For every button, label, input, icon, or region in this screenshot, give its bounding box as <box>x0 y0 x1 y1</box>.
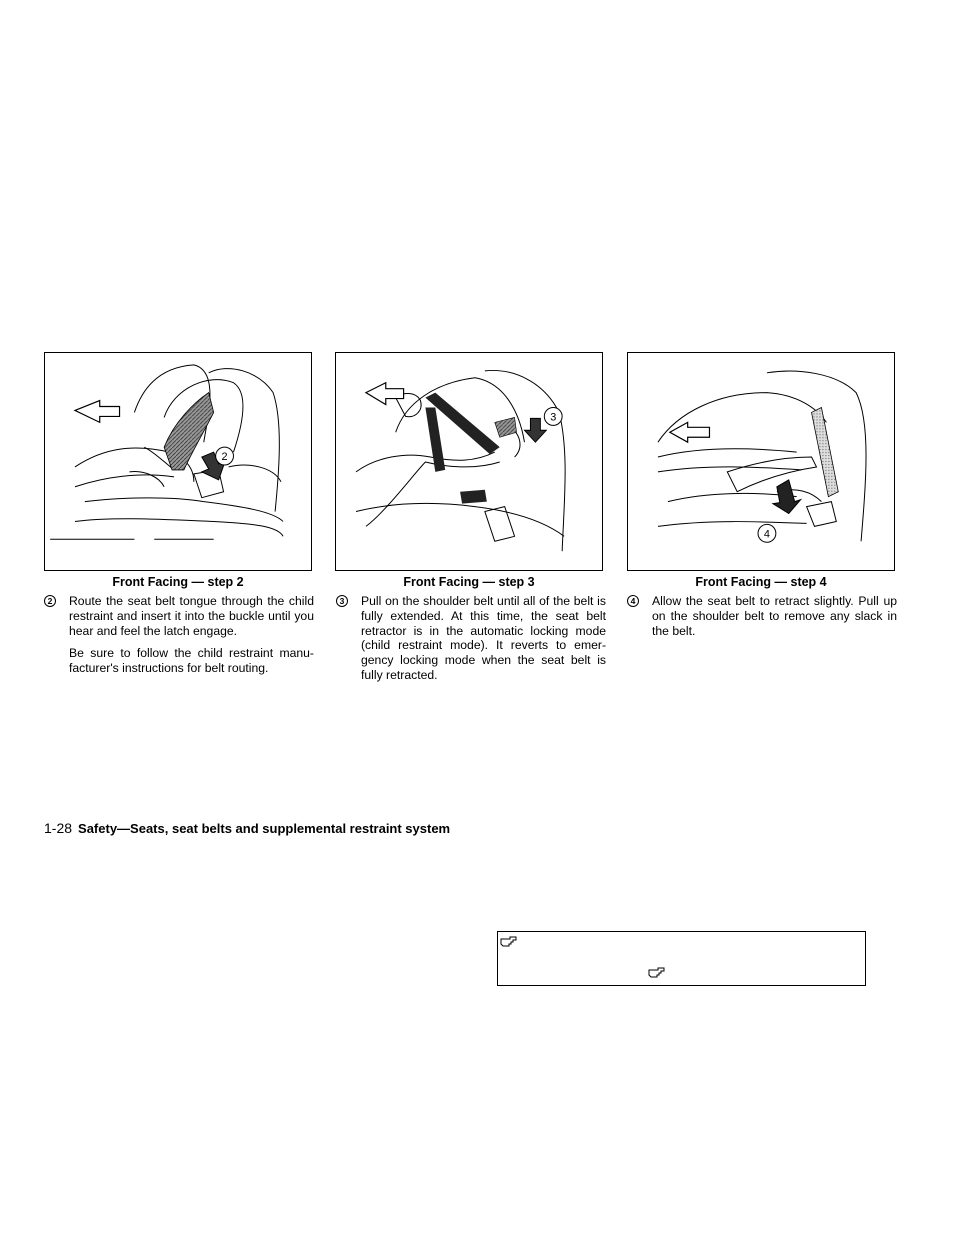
step-2-note: Be sure to follow the child restraint manu-facturer's instructions for belt routing. <box>69 646 314 676</box>
pointing-hand-icon <box>648 966 666 978</box>
svg-text:2: 2 <box>221 451 228 464</box>
section-title: Safety—Seats, seat belts and supplemental restraint system <box>78 821 451 836</box>
step-number-badge: 4 <box>627 595 639 607</box>
page-number: 1-28 <box>44 820 73 836</box>
figure-step-3 <box>335 352 603 571</box>
svg-text:3: 3 <box>550 411 557 424</box>
step-2-instructions <box>44 594 314 676</box>
step-3-text: Pull on the shoulder belt until all of the belt is fully extended. At this time, the seat belt retractor is in the automatic locking mode (child restraint mode). It reverts to emer-gency locking mode when the seat belt is fully retracted. <box>361 594 606 682</box>
step-4-text: Allow the seat belt to retract slightly. Pull up on the shoulder belt to remove any slack in the belt. <box>652 594 897 638</box>
pointing-hand-icon <box>500 935 518 947</box>
illustration-step-3 <box>336 353 602 570</box>
reference-note-box <box>497 931 866 986</box>
figure-caption-step-2: Front Facing — step 2 <box>112 575 244 589</box>
step-3-instructions <box>336 594 606 683</box>
page-footer <box>44 820 450 836</box>
illustration-step-4 <box>628 353 894 570</box>
figure-caption-step-3: Front Facing — step 3 <box>403 575 535 589</box>
svg-text:4: 4 <box>763 528 770 541</box>
illustration-step-2 <box>45 353 311 570</box>
step-number-badge: 2 <box>44 595 56 607</box>
figure-step-4 <box>627 352 895 571</box>
figure-caption-step-4: Front Facing — step 4 <box>695 575 827 589</box>
figure-step-2 <box>44 352 312 571</box>
step-4-instructions <box>627 594 897 638</box>
step-2-text: Route the seat belt tongue through the child restraint and insert it into the buckle until you hear and feel the latch engage. <box>69 594 314 638</box>
step-number-badge: 3 <box>336 595 348 607</box>
